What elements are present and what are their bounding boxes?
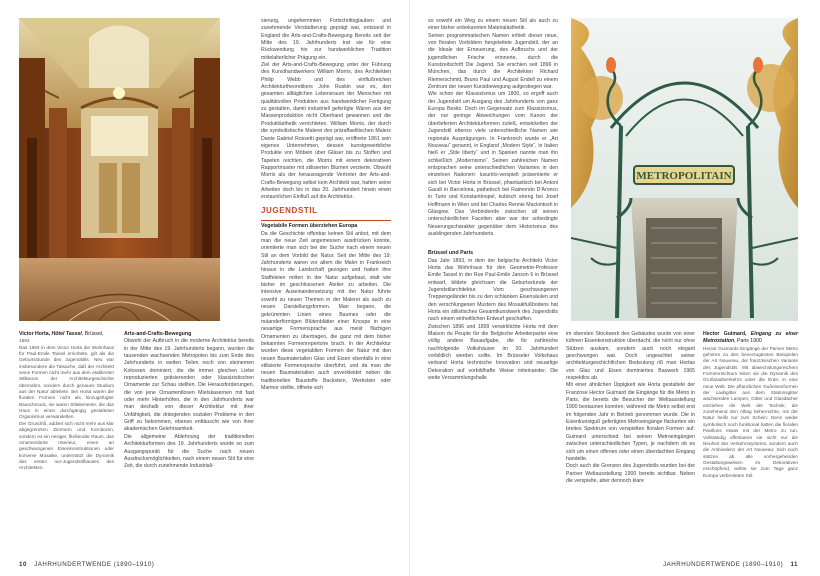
page-number: 10 [19, 561, 27, 568]
paragraph: Wie schon der Klassizismus um 1800, so ergriff auch der Jugendstil um Ausgang des Jahrhunderts von ganz Europa Besitz. Doch im Gegensatz zum Klassizismus, der nur geringe Abweichungen vom Kanon der überlieferten Architekturformen zuließ, entwickelten der Jugendstil ebenso viele unterschiedliche Namen wie regionale Ausprägungen. In Frankreich wurde er „Art Nouveau“ genannt, in England „Modern Style“, in Italien hieß er „Stile liberty“ und in Spanien nannte man ihn schließlich „Modernismo“. Seinen zahlreichen Namen entsprachen seine unterschiedlichen Varianten in den einzelnen Nationen: luxuriös-verspielt präsentierte er sich bei Victor Horta in Brüssel, phantastisch bei Antoni Gaudí in Barcelona, pathetisch bei Raimondo D’Aronco in Turin und Konstantinopel, kubisch streng bei Josef Hoffmann in Wien und bei Charles Rennie Mackintosh in Glasgow. Das Verbindende zwischen all seinen unterschiedlichen Facetten aber war der unbedingte Neuerungscharakter gegenüber dem Historismus des ausklingenden Jahrhunderts. [428, 91, 558, 237]
right-page [410, 0, 820, 576]
metro-entrance-photo [571, 18, 798, 321]
section-heading-jugendstil: JUGENDSTIL [261, 205, 318, 215]
metro-sign-text: METROPOLITAIN [636, 170, 732, 182]
paragraph: Ziel der Arts-and-Crafts-Bewegung unter der Führung des Kunsthandwerkers William Morris, des Architekten Philip Webb und des einflußreichen Architekturtheoretikers John Ruskin war es, den gesamten alltäglichen Lebensraum der Menschen mit qualitätvollen Produkten aus handwerklicher Fertigung zu gestalten, damit industriell gefertigte Waren aus der Massenproduktion nicht Oberhand gewannen und die Produktästhetik verrichteten. William Morris, der durch die symbolistische Malerei des präraffaelitischen Malers Dante Gabriel Rossetti geprägt war, eröffnete 1861 sein eigenes Unternehmen, dessen kunstgewerbliche Produkte von Möbeln über Gläser bis zu Stoffen und Tapeten reichten, die Morris mit einem dekorativen Rapportmuster mit stilisierten Blumen verzierte. Obwohl Morris als der herausragende Vertreter der Arts-and-Crafts-Bewegung selbst kein Architekt war, hatten seine Arbeiten doch bis in das 20. Jahrhundert hinein einen erstaunlichen Einfluß auf die Architektur. [261, 62, 391, 201]
photo-caption-right [703, 331, 798, 479]
paragraph: Seinen programmatischen Namen erhielt dieser neue, von floralen Vorbildern hergeleitete Jugendstil, der an die Ideale der Erneuerung, des Aufbruchs und der jugendlichen Frische erinnerte, durch die Kunstzeitschrift Die Jugend. Sie erschien seit 1896 in München, das durch die Architekten Richard Riemerschmid, Bruno Paul und August Endell zu einem Zentrum der neuen Kunstbewegung aufgestiegen war. [428, 32, 558, 91]
right-column-2 [566, 331, 695, 485]
paragraph: Zwischen 1896 und 1899 verwirklichte Horta mit dem Maison du Peuple für die Belgische Arbeiterpartei eine völlig andere Bauaufgabe, die für zahlreiche nachfolgende Volkshäuser im 20. Jahrhundert vorbildlich werden sollte. Im Brüsseler Volkshaus verband Horta technische Innovation und neuartige Dekoration auf vorbildhafte Weise miteinander. Die weite Versammlungshalle [428, 323, 558, 382]
page-number: 11 [790, 561, 798, 568]
caption-title: Victor Horta, Hôtel Tassel, Brüssel, [19, 331, 104, 337]
footer-section: JAHRHUNDERTWENDE [34, 561, 112, 568]
caption-body: Das 1893 in dem Victor Horta die Wohnhaus für Paul-Emile Tassel errichtete, gilt als die Geburtsstunde des Jugendstils. Neu war insbesondere die Tatsache, daß der Architekt seine Formen nicht mehr aus dem etablierten Stilkanon der Architekturgeschichte übernahm, sondern durch genaues Studium aus der Natur ableitete. Bei Horta waren die floralen Formen nicht als hinzugefügter Bauschmuck, sie waren Stilelemente, die das Haus in einen durchgängig gestalteten Organismus verwandelten. [19, 344, 114, 420]
sub-heading-bruessel-paris: Brüssel und Paris [428, 250, 474, 257]
hotel-tassel-interior-photo [19, 18, 220, 321]
sub-heading-vegetabile-formen: Vegetabile Formen überziehen Europa [261, 223, 358, 230]
section-rule [261, 220, 391, 221]
footer-section: JAHRHUNDERTWENDE [663, 561, 741, 568]
caption-title: Hector Guimard, Eingang zu einer Metrostation, Paris 1900 [703, 331, 798, 345]
right-column-1 [428, 18, 558, 383]
paragraph: Das Jahr 1893, in dem der belgische Architekt Victor Horta das Wohnhaus für den Geometrie-Professor Emile Tassel in der Rue Paul-Emile Janson 6 in Brüssel entwarf, bildete gleichsam die Geburtsstunde der Jugendstilarchitektur. Vom geschwungenen Treppengeländer bis zu den schlanken Eisensäulen und den verschlungenen Mustern des Mosaikfußbodens hat Horta ein stilistisches Gesamtkunstwerk des Jugendstils nach einem einheitlichen Entwurf geschaffen. [428, 257, 558, 323]
paragraph: Obwohl der Aufbruch in die moderne Architektur bereits in der Mitte des 19. Jahrhunderts begann, wurden die tausenden wachsenden Metropolen bis zum Ende des Jahrhunderts in weiten Teilen noch von steinernen Kolossen dominiert, die die immer gleichen Liebe reproduzierten gotisierenden oder klassizistischen Ornamente zur Schau stellten. Die Herausforderungen, die von jene Ornamentlosen Mietskasernen mit fast oder mehr Hinterhöfen, die in den Jahrhunderts war man deshalb von dieser Architektur mit ihrer Unfähigkeit, die drängenden sozialen Probleme in den Griff zu bekommen, ebenso enttäuscht wie von ihrer akademischen Gelehrsamkeit. [124, 338, 254, 433]
paragraph: Doch auch die Grenzen des Jugendstils wurden bei der Pariser Weltausstellung 1900 bereits sichtbar. Neben die verspielte, aber dennoch klare [566, 463, 695, 484]
left-column-2 [261, 18, 391, 392]
paragraph: Mit einer ähnlichen Üppigkeit wie Horta gestaltete der Franzose Hector Guimard die Eingänge für die Metro in Paris, die bereits die Besucher der Weltausstellung 1900 bestaunen konnten, während die Metro selbst erst im folgenden Jahr in Betrieb genommen wurde. Die in Eisenkunstguß gefertigten Metroeingänge flackerten ein breites Spektrum von verspielten floralen Formen auf. Guimard unterschied bei seinen Metroeingängen zwischen unterschiedlichen Typen, je nachdem ob es sich um einen offenen oder einen überdachten Eingang handelte. [566, 382, 695, 462]
left-column-1 [124, 331, 254, 471]
paragraph: sierung, ungehemmten Fortschrittsglauben und zunehmende Verstädterung geprägt war, entstand in England die Arts-and-Crafts-Bewegung Bereits seit der Mitte des 19. Jahrhunderts trat sie für eine Rückwendung hin zur handwerklichen Tradition mittelalterlicher Prägung ein. [261, 18, 391, 61]
paragraph: Die allgemeine Ablehnung der traditionellen Architekturformen des 19. Jahrhunderts wurde so zum Ausgangspunkt für die Suche nach neuen Ausdrucksmöglichkeiten, nach einem neuen Stil für eine Zeit, die durch zunehmende Industriali- [124, 433, 254, 470]
photo-caption-left [19, 331, 114, 472]
paragraph: im obersten Stockwerk des Gebäudes wurde von einer kühnen Eisenkonstruktion überdacht, die nicht nur ohne Stützen auskam, sondern auch noch elegant geschwungen war. Doch ungeachtet seiner architekturgeschichtlichen Bedeutung riß man Hortas von Glas und Eisen dominiertes Bauwerk 1965 respektlos ab. [566, 331, 695, 382]
footer-left [19, 561, 154, 568]
paragraph: so sowohl ein Weg zu einem neuen Stil als auch zu einer bisher unbekannten Materialästhetik. [428, 18, 558, 32]
caption-year: 1893 [19, 338, 30, 344]
footer-range: (1890–1910) [113, 561, 155, 568]
footer-right [663, 561, 798, 568]
caption-body: Hector Guimards Eingänge der Pariser Metro gehören zu den bevorzugtesten Beispielen der Art Nouveau, der französischen Variante des Jugendstils. Mit abwechslungsreichem Formenreichtum leiten sie die Dynamik des Großstadtverkehrs unter die Erde, in eine neue Welt. Die pflanzlichen Gußeisenformen der Laubgitter aus dem Stationsgitter wachsenden Lampen, Gitter und Glasdächer entziehen die Welt der Technik, die zunehmend den Alltag beherrschte, mit der Natur heißt nur zum Schein: Denn weder symbolisch noch funktional hatten die floralen Pavillons etwas mit der Metro zu tun. Vollständig offenbaren sie nicht nur die Neuheit des Verkehrssystems, sondern auch die Ambivalenz der Art Nouveau: Sich noch stützen ab alle vorhergehenden Gestaltungsweisen im Dekorativen erschöpfend, wirkte sie zum Tage ganz Europa verbreiteten Stil. [703, 345, 798, 478]
paragraph: Da die Geschichte offenbar keinen Stil anbot, mit dem man die neue Zeit angemessen ausdrücken konnte, orientierte man sich bei der Suche nach einem neuen Stil an dem Vorbild der Natur. Seit der Mitte des 19. Jahrhunderts waren vor allem die Maler in Frankreich hinaus in die Landschaft gezogen und hatten ihre Staffeleien mitten in der Natur aufgebaut, statt wie bisher im geschlossenen Atelier zu arbeiten. Die intensive Auseinandersetzung mit der Natur führte sowohl zu neuen Themen in der Malerei als auch zu neuen Darstellungsformen. Man begann, die gekrümmten Linien eines Baumes oder die mäanderförmigen Blütenblätter einer Knospe in eine neuartige Formensprache aus meist flächigen Ornamenten zu übertragen, die ganz mit dem bisher bekannten Formenrepertoire brach. In der Architektur wurden diese vegetabilen Formen der Natur mit den neuen Baumaterialien Glas und Eisen ebenfalls in eine stilisierte Formensprache überführt, und da man die neuen Baumaterialien auch unverkleidet neben die traditionellen Baustoffe Backstein, Werkstein oder Marmor stellte, öffnete sich [261, 230, 391, 391]
caption-body-2: Der Grundriß, addiert sich nicht mehr aus klar abgegrenzten Zimmern und Korridoren, sondern ist ein riesiger, fließender Raum, das ornamentierte Interieur, einen an geschwungenen Eisenkonstruktionen oder konvexe Mosaike, unterstützt die Dynamik des ersten nur-Jugendstilhauses des Architekten. [19, 420, 114, 471]
footer-range: (1890–1910) [742, 561, 784, 568]
heading-arts-and-crafts: Arts-and-Crafts-Bewegung [124, 331, 192, 337]
